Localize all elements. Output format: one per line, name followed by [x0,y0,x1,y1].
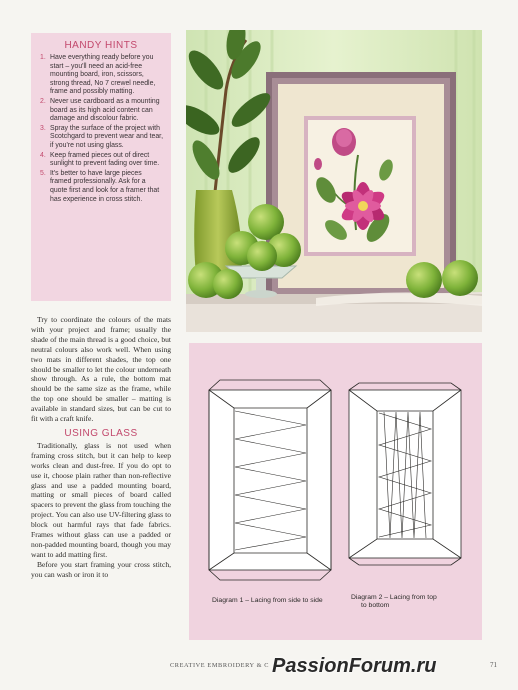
hint-number: 3. [40,124,46,132]
hint-number: 1. [40,54,46,61]
watermark-logo: PassionForum.ru [272,655,437,677]
hint-item [39,98,163,124]
hint-text: Spray the surface of the project with Scotchgard to prevent wear and tear, if you're not using glass. [50,124,163,149]
hint-text: Keep framed pieces out of direct sunlight to prevent fading over time. [50,151,160,168]
framed-embroidery-photo [186,30,482,332]
paragraph-mats: Try to coordinate the colours of the mats with your project and frame; usually the shade of the main thread is a good choice, but neutral colours also work well. When using two mats in different shades, the top one should be smaller to let the colour underneath show through. As a rule, the bottom mat should be the same size as the frame, while the top one should be smaller – matting is available in standard sizes, but can be cut to fit with a craft knife. [31,315,171,424]
hint-item [39,170,163,204]
handy-hints-box [31,33,171,301]
lacing-diagrams-box [189,343,482,640]
magazine-footer: CREATIVE EMBROIDERY & C [170,662,270,669]
hint-item [39,152,163,169]
hint-number: 5. [40,169,46,177]
handy-hints-title: HANDY HINTS [64,40,138,51]
hint-text: Have everything ready before you start – you'll need an acid-free mounting board, iron, scissors, strong thread, No 7 crewel needle, frame and possibly matting. [50,54,156,96]
hint-item [39,125,163,151]
paragraph-before-framing: Before you start framing your cross stitch, you can wash or iron it to [31,559,171,579]
handy-hints-list [39,54,163,204]
diagram-2-caption [351,594,437,610]
paragraph-glass: Traditionally, glass is not used when framing cross stitch, but it can help to keep works clean and dust-free. If you do opt to use it, choose plain rather than non-reflective glass and use a padded mounting board, matting or small pieces of board called spacers to prevent the glass from touching the project. You can also use UV-filtering glass to block out harmful rays that fade fabrics. Frames without glass can use a padded or non-padded mounting board, though you may want to add matting first. [31,440,171,559]
hint-text: Never use cardboard as a mounting board as its high acid content can damage and discolour fabric. [50,97,160,123]
page-number: 71 [490,661,497,669]
hint-number: 4. [40,151,46,159]
article-body [31,315,171,580]
photo-illustration [186,30,482,332]
diagram-1-caption: Diagram 1 – Lacing from side to side [212,597,323,604]
diagram-2-caption-line2: to bottom [361,602,390,610]
diagram-1-board [209,380,331,580]
diagram-2-caption-line1: Diagram 2 – Lacing from top [351,594,437,601]
diagram-2-board [349,383,461,565]
lacing-diagrams-illustration [189,343,482,640]
hint-number: 2. [40,97,46,105]
hint-item [39,54,163,97]
hint-text: It's better to have large pieces framed professionally. Ask for a quote first and look for a framer that has experience in cross stitch. [50,169,160,203]
section-heading-using-glass: USING GLASS [64,427,138,439]
